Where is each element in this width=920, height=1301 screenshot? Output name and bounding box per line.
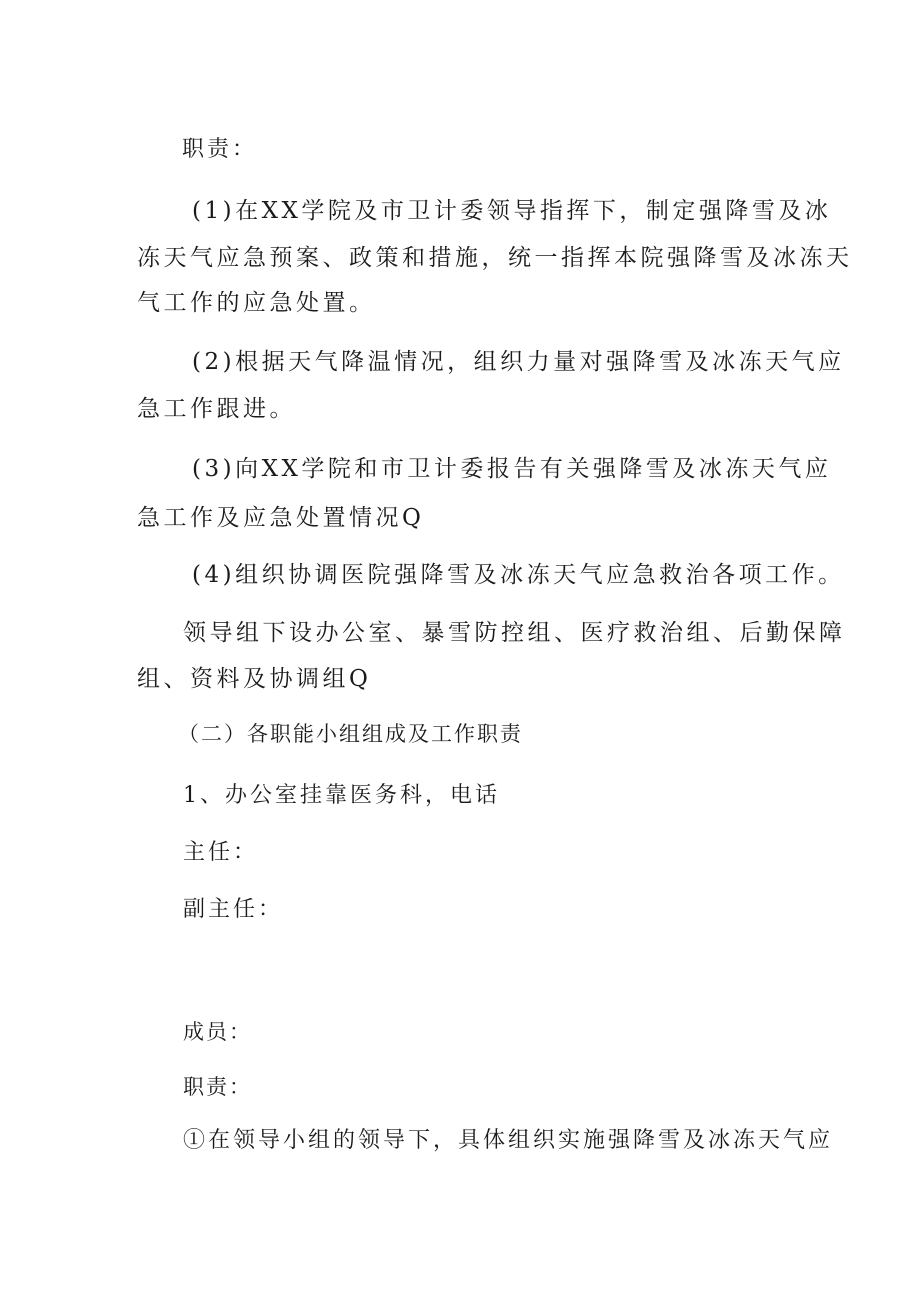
- paragraph-2-line-2: 急工作跟进。: [137, 396, 296, 422]
- paragraph-2-line-1: (2)根据天气降温情况，组织力量对强降雪及冰冻天气应: [192, 349, 845, 375]
- duty-label: 职责：: [183, 1075, 252, 1099]
- deputy-director-label: 副主任：: [183, 897, 284, 922]
- office-item: 1、办公室挂靠医务科，电话: [183, 783, 500, 808]
- section-heading-2: （二）各职能小组组成及工作职责: [178, 722, 523, 746]
- duty-heading: 职责：: [182, 137, 258, 162]
- paragraph-1-line-3: 气工作的应急处置。: [137, 290, 376, 316]
- members-label: 成员：: [183, 1020, 252, 1044]
- director-label: 主任：: [183, 840, 259, 865]
- paragraph-3-line-2: 急工作及应急处置情况Q: [137, 505, 425, 531]
- paragraph-3-line-1: (3)向XX学院和市卫计委报告有关强降雪及冰冻天气应: [192, 456, 832, 482]
- paragraph-1-line-1: (1)在XX学院及市卫计委领导指挥下，制定强降雪及冰: [192, 198, 832, 224]
- paragraph-1-line-2: 冻天气应急预案、政策和措施，统一指挥本院强降雪及冰冻天: [137, 245, 853, 271]
- paragraph-4-line-1: (4)组织协调医院强降雪及冰冻天气应急救治各项工作。: [192, 562, 845, 588]
- paragraph-5-line-2: 组、资料及协调组Q: [137, 666, 372, 692]
- duty-item-1: ①在领导小组的领导下，具体组织实施强降雪及冰冻天气应: [183, 1128, 834, 1153]
- paragraph-5-line-1: 领导组下设办公室、暴雪防控组、医疗救治组、后勤保障: [183, 620, 846, 646]
